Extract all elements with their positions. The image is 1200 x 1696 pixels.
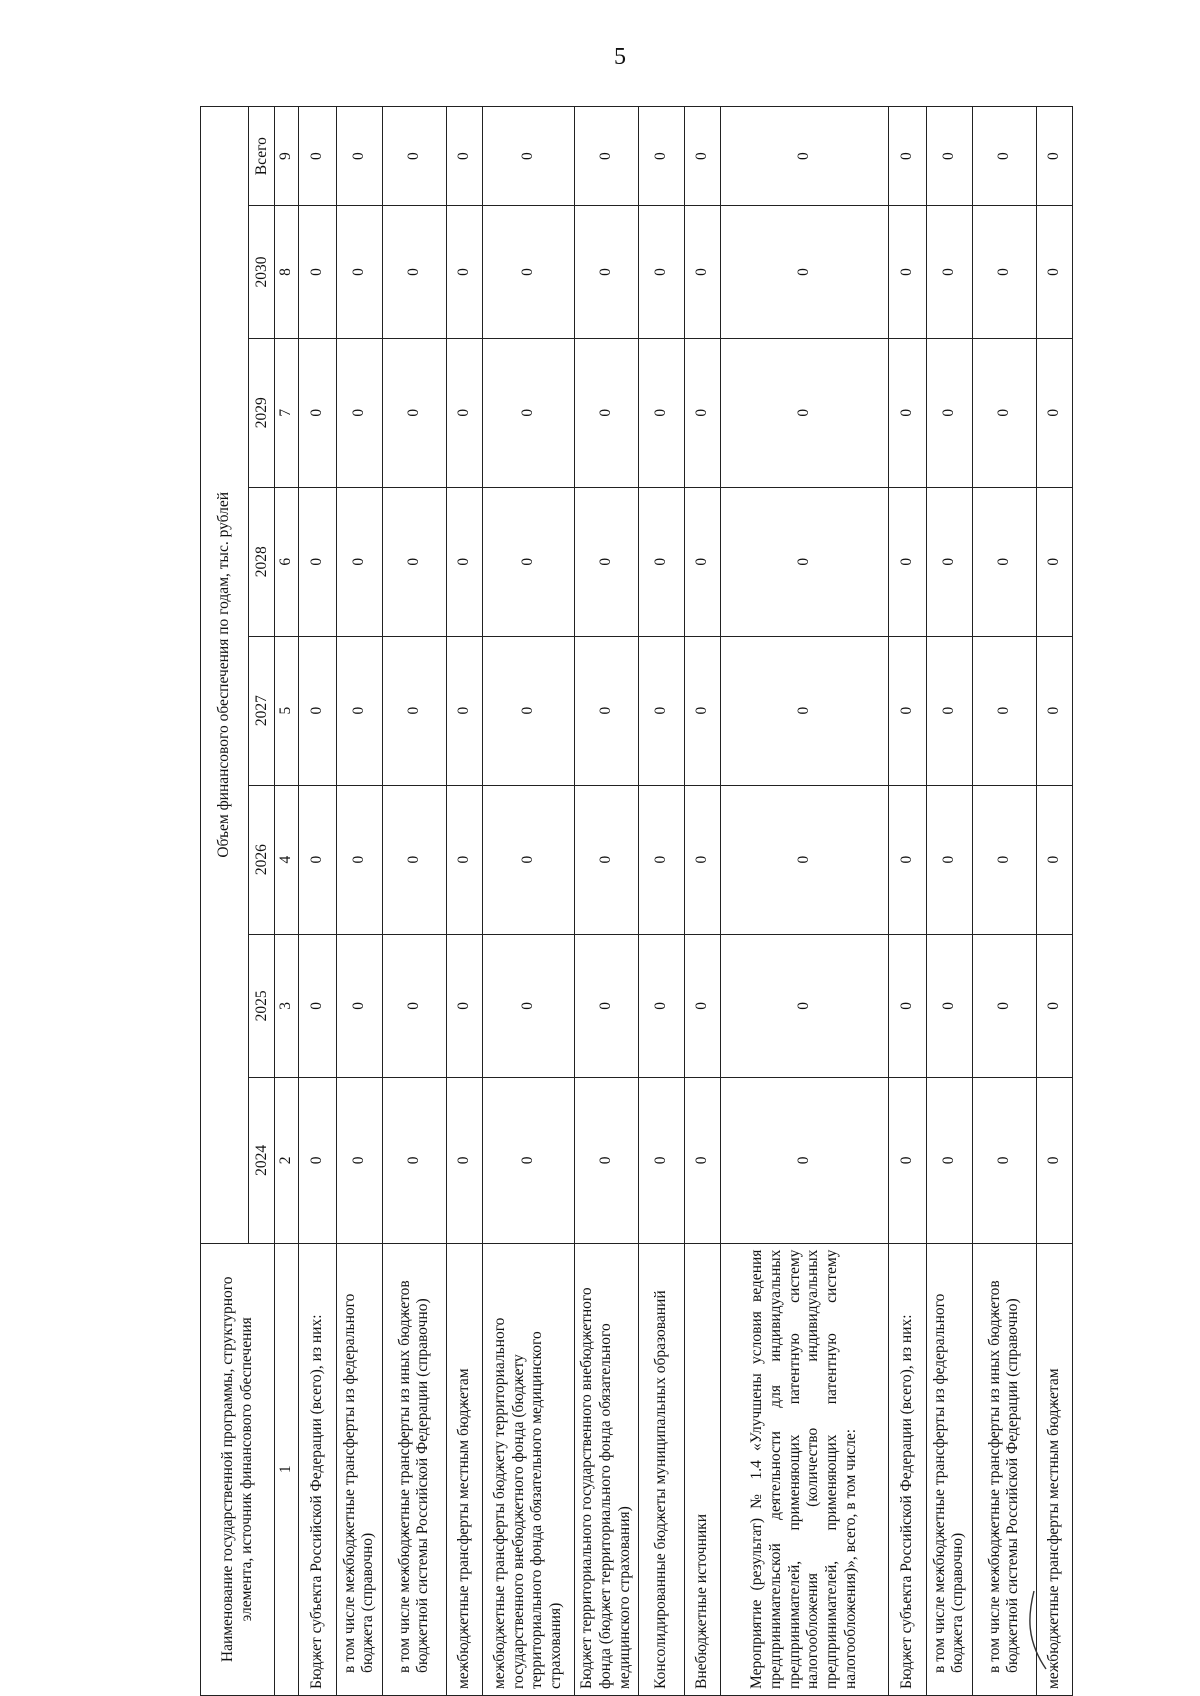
value-cell: 0 (972, 487, 1036, 636)
value-cell: 0 (574, 1078, 638, 1244)
header-year: 2029 (249, 338, 275, 487)
value-cell: 0 (482, 487, 574, 636)
table-row (382, 107, 446, 1696)
value-cell: 0 (888, 636, 926, 785)
row-label: Бюджет субъекта Российской Федерации (всего), из них: (298, 1243, 336, 1695)
total-cell: 0 (382, 107, 446, 206)
value-cell: 0 (382, 206, 446, 338)
header-year: 2028 (249, 487, 275, 636)
financing-table (200, 106, 1073, 1696)
value-cell: 0 (482, 1078, 574, 1244)
column-index: 8 (275, 206, 299, 338)
total-cell: 0 (888, 107, 926, 206)
column-index: 6 (275, 487, 299, 636)
value-cell: 0 (888, 1078, 926, 1244)
row-label: Внебюджетные источники (684, 1243, 720, 1695)
value-cell: 0 (720, 636, 888, 785)
value-cell: 0 (684, 338, 720, 487)
value-cell: 0 (446, 338, 482, 487)
column-index: 4 (275, 785, 299, 934)
value-cell: 0 (638, 487, 684, 636)
value-cell: 0 (684, 785, 720, 934)
total-cell: 0 (336, 107, 382, 206)
table-row (972, 107, 1036, 1696)
total-cell: 0 (638, 107, 684, 206)
value-cell: 0 (926, 206, 972, 338)
value-cell: 0 (382, 1078, 446, 1244)
value-cell: 0 (926, 636, 972, 785)
total-cell: 0 (574, 107, 638, 206)
value-cell: 0 (336, 636, 382, 785)
value-cell: 0 (1036, 1078, 1072, 1244)
value-cell: 0 (684, 1078, 720, 1244)
page-number: 5 (614, 44, 626, 70)
value-cell: 0 (720, 206, 888, 338)
header-total: Всего (249, 107, 275, 206)
value-cell: 0 (574, 206, 638, 338)
value-cell: 0 (1036, 338, 1072, 487)
value-cell: 0 (888, 338, 926, 487)
rotated-table-container (200, 106, 1062, 1696)
value-cell: 0 (298, 934, 336, 1077)
value-cell: 0 (482, 206, 574, 338)
value-cell: 0 (574, 934, 638, 1077)
value-cell: 0 (298, 338, 336, 487)
value-cell: 0 (482, 934, 574, 1077)
table-row (336, 107, 382, 1696)
table-row (446, 107, 482, 1696)
value-cell: 0 (972, 785, 1036, 934)
value-cell: 0 (482, 338, 574, 487)
value-cell: 0 (446, 1078, 482, 1244)
value-cell: 0 (574, 636, 638, 785)
row-label: в том числе межбюджетные трансферты из иных бюджетов бюджетной системы Российской Федерации (справочно) (382, 1243, 446, 1695)
total-cell: 0 (926, 107, 972, 206)
value-cell: 0 (298, 785, 336, 934)
value-cell: 0 (638, 206, 684, 338)
row-label: межбюджетные трансферты местным бюджетам (446, 1243, 482, 1695)
table-row (482, 107, 574, 1696)
row-label: Консолидированные бюджеты муниципальных образований (638, 1243, 684, 1695)
value-cell: 0 (972, 206, 1036, 338)
value-cell: 0 (336, 785, 382, 934)
value-cell: 0 (684, 487, 720, 636)
row-label: в том числе межбюджетные трансферты из федерального бюджета (справочно) (336, 1243, 382, 1695)
row-label: Мероприятие (результат) № 1.4 «Улучшены условия ведения предпринимательской деятельности для индивидуальных предпринимателей, применяющих патентную систему налогообложения (количество индивидуальных предпринимателей, применяющих патентную систему налогообложения)», всего, в том числе: (720, 1243, 888, 1695)
value-cell: 0 (720, 785, 888, 934)
total-cell: 0 (720, 107, 888, 206)
value-cell: 0 (684, 206, 720, 338)
value-cell: 0 (446, 206, 482, 338)
value-cell: 0 (574, 785, 638, 934)
value-cell: 0 (336, 338, 382, 487)
value-cell: 0 (298, 1078, 336, 1244)
value-cell: 0 (298, 487, 336, 636)
value-cell: 0 (888, 487, 926, 636)
value-cell: 0 (382, 934, 446, 1077)
value-cell: 0 (336, 487, 382, 636)
value-cell: 0 (382, 487, 446, 636)
value-cell: 0 (446, 636, 482, 785)
table-row (574, 107, 638, 1696)
column-index: 7 (275, 338, 299, 487)
header-year: 2030 (249, 206, 275, 338)
header-name-column: Наименование государственной программы, структурного элемента, источник финансового обеспечения (201, 1243, 275, 1695)
header-year: 2026 (249, 785, 275, 934)
table-row (298, 107, 336, 1696)
value-cell: 0 (382, 785, 446, 934)
value-cell: 0 (926, 785, 972, 934)
value-cell: 0 (684, 636, 720, 785)
column-index: 3 (275, 934, 299, 1077)
value-cell: 0 (1036, 636, 1072, 785)
table-row (720, 107, 888, 1696)
value-cell: 0 (446, 785, 482, 934)
value-cell: 0 (638, 338, 684, 487)
value-cell: 0 (888, 206, 926, 338)
value-cell: 0 (336, 206, 382, 338)
value-cell: 0 (972, 1078, 1036, 1244)
value-cell: 0 (720, 1078, 888, 1244)
value-cell: 0 (926, 934, 972, 1077)
value-cell: 0 (446, 934, 482, 1077)
value-cell: 0 (574, 487, 638, 636)
value-cell: 0 (574, 338, 638, 487)
value-cell: 0 (888, 934, 926, 1077)
total-cell: 0 (298, 107, 336, 206)
total-cell: 0 (446, 107, 482, 206)
value-cell: 0 (926, 487, 972, 636)
value-cell: 0 (684, 934, 720, 1077)
value-cell: 0 (298, 636, 336, 785)
row-label: в том числе межбюджетные трансферты из иных бюджетов бюджетной системы Российской Федерации (справочно) (972, 1243, 1036, 1695)
value-cell: 0 (888, 785, 926, 934)
value-cell: 0 (1036, 785, 1072, 934)
value-cell: 0 (1036, 934, 1072, 1077)
value-cell: 0 (638, 1078, 684, 1244)
value-cell: 0 (720, 338, 888, 487)
row-label: Бюджет территориального государственного внебюджетного фонда (бюджет территориального фонда обязательного медицинского страхования) (574, 1243, 638, 1695)
table-row (926, 107, 972, 1696)
value-cell: 0 (720, 934, 888, 1077)
header-volume-group: Объем финансового обеспечения по годам, тыс. рублей (201, 107, 249, 1244)
value-cell: 0 (926, 338, 972, 487)
row-label: межбюджетные трансферты местным бюджетам (1036, 1243, 1072, 1695)
header-year: 2025 (249, 934, 275, 1077)
table-row (684, 107, 720, 1696)
header-year: 2024 (249, 1078, 275, 1244)
value-cell: 0 (638, 934, 684, 1077)
table-row (888, 107, 926, 1696)
value-cell: 0 (972, 934, 1036, 1077)
row-label: межбюджетные трансферты бюджету территориального государственного внебюджетного фонда (бюджету территориального фонда обязательного медицинского страхования) (482, 1243, 574, 1695)
table-row (638, 107, 684, 1696)
value-cell: 0 (972, 338, 1036, 487)
value-cell: 0 (382, 338, 446, 487)
row-label: Бюджет субъекта Российской Федерации (всего), из них: (888, 1243, 926, 1695)
value-cell: 0 (446, 487, 482, 636)
column-index: 2 (275, 1078, 299, 1244)
table-body (298, 107, 1072, 1696)
column-index: 5 (275, 636, 299, 785)
value-cell: 0 (720, 487, 888, 636)
value-cell: 0 (1036, 206, 1072, 338)
value-cell: 0 (336, 1078, 382, 1244)
value-cell: 0 (638, 636, 684, 785)
header-year: 2027 (249, 636, 275, 785)
value-cell: 0 (336, 934, 382, 1077)
value-cell: 0 (1036, 487, 1072, 636)
total-cell: 0 (972, 107, 1036, 206)
column-index: 9 (275, 107, 299, 206)
value-cell: 0 (482, 636, 574, 785)
value-cell: 0 (926, 1078, 972, 1244)
value-cell: 0 (638, 785, 684, 934)
total-cell: 0 (482, 107, 574, 206)
value-cell: 0 (972, 636, 1036, 785)
total-cell: 0 (1036, 107, 1072, 206)
value-cell: 0 (298, 206, 336, 338)
table-row (1036, 107, 1072, 1696)
value-cell: 0 (482, 785, 574, 934)
handwritten-mark (1020, 1585, 1050, 1675)
value-cell: 0 (382, 636, 446, 785)
total-cell: 0 (684, 107, 720, 206)
column-index: 1 (275, 1243, 299, 1695)
row-label: в том числе межбюджетные трансферты из федерального бюджета (справочно) (926, 1243, 972, 1695)
